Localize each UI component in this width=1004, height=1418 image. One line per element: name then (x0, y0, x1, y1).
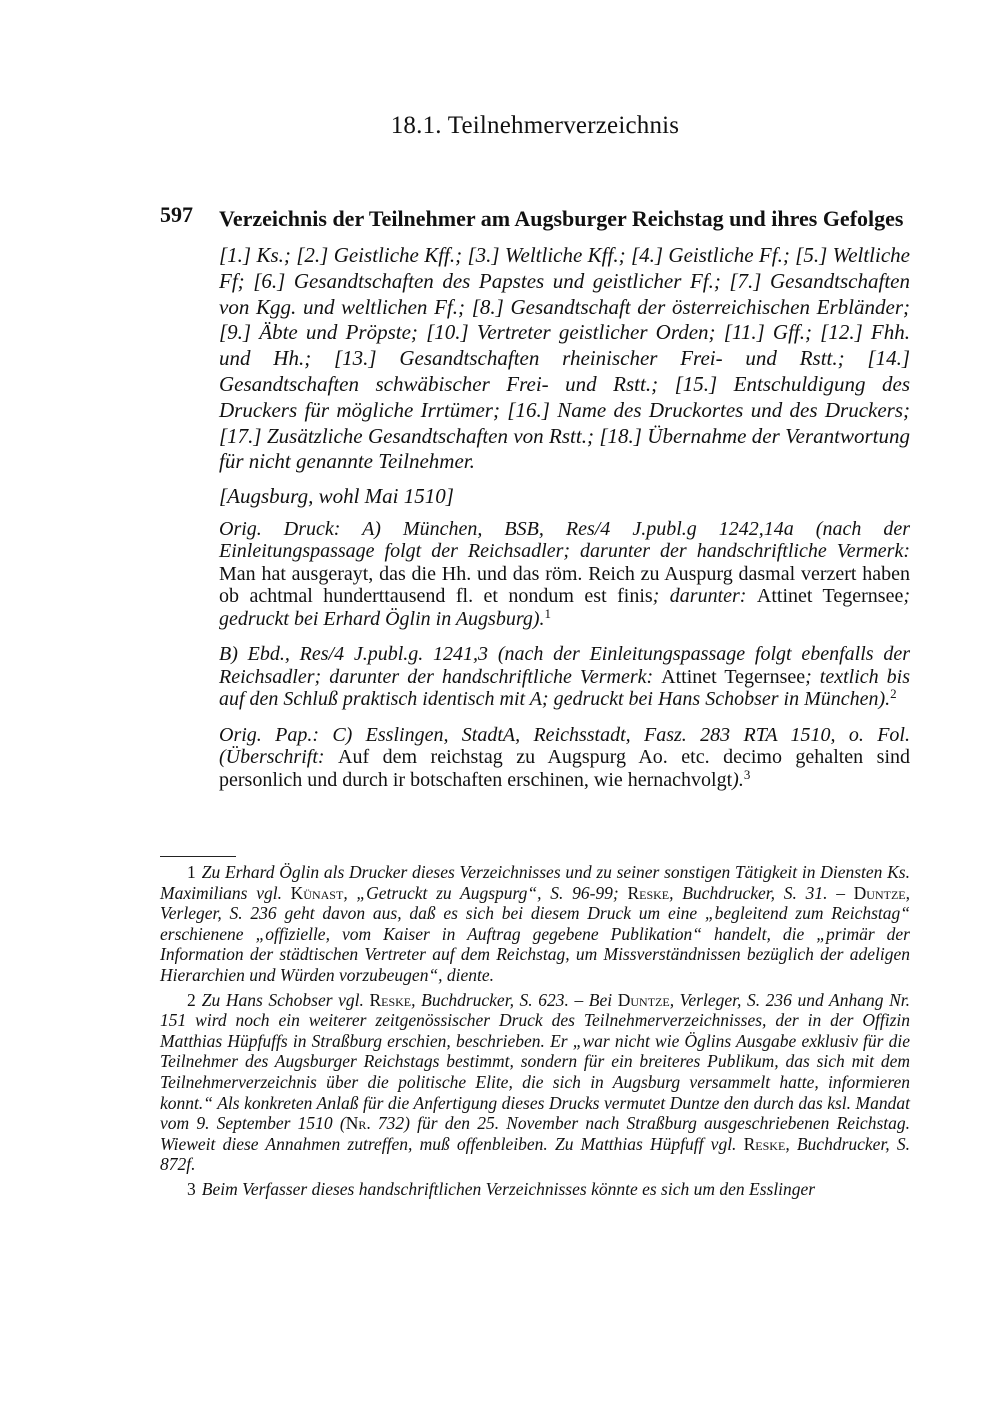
document-title: Verzeichnis der Teilnehmer am Augsburger Reichstag und ihres Gefolges (219, 206, 904, 231)
footnote-text: , Buchdrucker, S. 31. – (669, 882, 854, 903)
footnote-text: 732) für den 25. November nach Straßburg ausgeschriebenen Reichstag. Wieweit diese Annahmen zutreffen, muß offenbleiben. Zu Matthias Hüpfuff vgl. (160, 1113, 910, 1154)
footnote-number: 2 (187, 989, 196, 1010)
footnote-ref[interactable]: 3 (743, 766, 751, 782)
footnote-ref[interactable]: 1 (544, 605, 552, 621)
footnote (160, 990, 910, 1175)
regest: [1.] Ks.; [2.] Geistliche Kff.; [3.] Weltliche Kff.; [4.] Geistliche Ff.; [5.] Weltliche Ff; [6.] Gesandtschaften des Papstes und geistlicher Ff.; [7.] Gesandtschaften von Kgg. und weltlichen Ff.; [8.] Gesandtschaft der österreichischen Erbländer; [9.] Äbte und Pröpste; [10.] Vertreter geistlicher Orden; [11.] Gff.; [12.] Fhh. und Hh.; [13.] Gesandtschaften rheinischer Frei- und Rstt.; [14.] Gesandtschaften schwäbischer Frei- und Rstt.; [15.] Entschuldigung des Druckers für mögliche Irrtümer; [16.] Name des Druckortes und des Druckers; [17.] Zusätzliche Gesandtschaften von Rstt.; [18.] Übernahme der Verantwortung für nicht genannte Teilnehmer. (219, 243, 910, 474)
author-name: Künast (290, 882, 344, 903)
footnote-text: Beim Verfasser dieses handschriftlichen Verzeichnisses könnte es sich um den Esslinger (201, 1178, 816, 1199)
footnote-text: , Buchdrucker, S. 623. – Bei (411, 989, 618, 1010)
author-name: Duntze (853, 882, 906, 903)
source-a-quote: Attinet Tegernsee (756, 585, 904, 608)
source-c-quote: Auf dem reichstag zu Augspurg Ao. etc. decimo gehalten sind personlich und durch ir botschaften erschinen, wie hernachvolgt (219, 746, 911, 791)
source-c-text: ). (732, 768, 744, 791)
source-b-text: ; textlich bis auf den Schluß praktisch identisch mit A; gedruckt bei Hans Schobser in München). (219, 665, 910, 711)
footnote-text: , Verleger, S. 236 und Anhang Nr. 151 wird noch ein weiterer zeitgenössischer Druck des Teilnehmerverzeichnisses, der in der Offizin Matthias Hüpfuffs in Straßburg erschien, beschrieben. Er „war nicht wie Öglins Ausgabe exklusiv für die Teilnehmer des Augsburger Reichstags bestimmt, sondern für ein breiteres Publikum, das sich mit dem Teilnehmerverzeichnis über die politische Elite, die sich in Augsburg versammelt hatte, informieren konnt.“ Als konkreten Anlaß für die Anfertigung dieses Drucks vermutet Duntze den durch das ksl. Mandat vom 9. September 1510 ( (160, 989, 910, 1134)
source-a-text: Orig. Druck: A) München, BSB, Res/4 J.publ.g 1242,14a (nach der Einleitungspassage folgt der Reichsadler; darunter der handschriftliche Vermerk: (219, 517, 910, 563)
document-entry (160, 200, 910, 791)
date-line: [Augsburg, wohl Mai 1510] (219, 484, 454, 509)
footnote (160, 862, 910, 986)
footnote-text: , Buchdrucker, S. 872f. (160, 1133, 910, 1175)
author-name: Reske (627, 882, 670, 903)
footnote-ref[interactable]: 2 (890, 686, 897, 702)
footnote-number: 3 (187, 1178, 196, 1199)
footnote-text: Zu Erhard Öglin als Drucker dieses Verzeichnisses und zu seiner sonstigen Tätigkeit in Diensten Ks. Maximilians vgl. (160, 862, 910, 903)
footnote-number: 1 (187, 862, 196, 882)
footnote-text: , „Getruckt zu Augspurg“, S. 96-99; (343, 882, 628, 903)
author-name: Reske (369, 989, 412, 1010)
source-a-text: ; darunter: (652, 585, 757, 608)
source-c-text: Orig. Pap.: C) Esslingen, StadtA, Reichsstadt, Fasz. 283 RTA 1510, o. Fol. (Überschrift: (219, 723, 910, 769)
author-name: Nr. (345, 1113, 371, 1134)
source-c (219, 724, 910, 792)
source-a-quote: Man hat ausgerayt, das die Hh. und das röm. Reich zu Auspurg dasmal verzert haben ob achtmal hunderttausend fl. et nondum est finis (219, 562, 910, 608)
footnote-divider (160, 856, 236, 857)
source-b-text: B) Ebd., Res/4 J.publ.g. 1241,3 (nach der Einleitungspassage folgt ebenfalls der Reichsadler; darunter der handschriftliche Vermerk: (219, 643, 910, 688)
source-a-text: ; gedruckt bei Erhard Öglin in Augsburg). (219, 585, 910, 630)
source-a (219, 518, 910, 631)
source-b (219, 643, 910, 711)
footnote (160, 1179, 910, 1200)
footnote-text: , Verleger, S. 236 geht davon aus, daß es sich bei diesem Druck um eine „begleitend zum Reichstag“ erschienene „offizielle, vom Kaiser in Auftrag gegebene Publikation“ handelt, die „primär der Information der städtischen Vertreter auf dem Reichstag, um Missverständnissen bezüglich der adeligen Hierarchien und Würden vorzubeugen“, diente. (160, 882, 910, 985)
page-header: 18.1. Teilnehmerverzeichnis (390, 112, 680, 139)
source-b-quote: Attinet Tegernsee (661, 665, 806, 688)
author-name: Reske (743, 1133, 786, 1154)
footnote-text: Zu Hans Schobser vgl. (201, 989, 370, 1010)
document-number: 597 (160, 202, 193, 227)
author-name: Duntze (617, 989, 670, 1010)
footnotes (160, 862, 910, 1204)
